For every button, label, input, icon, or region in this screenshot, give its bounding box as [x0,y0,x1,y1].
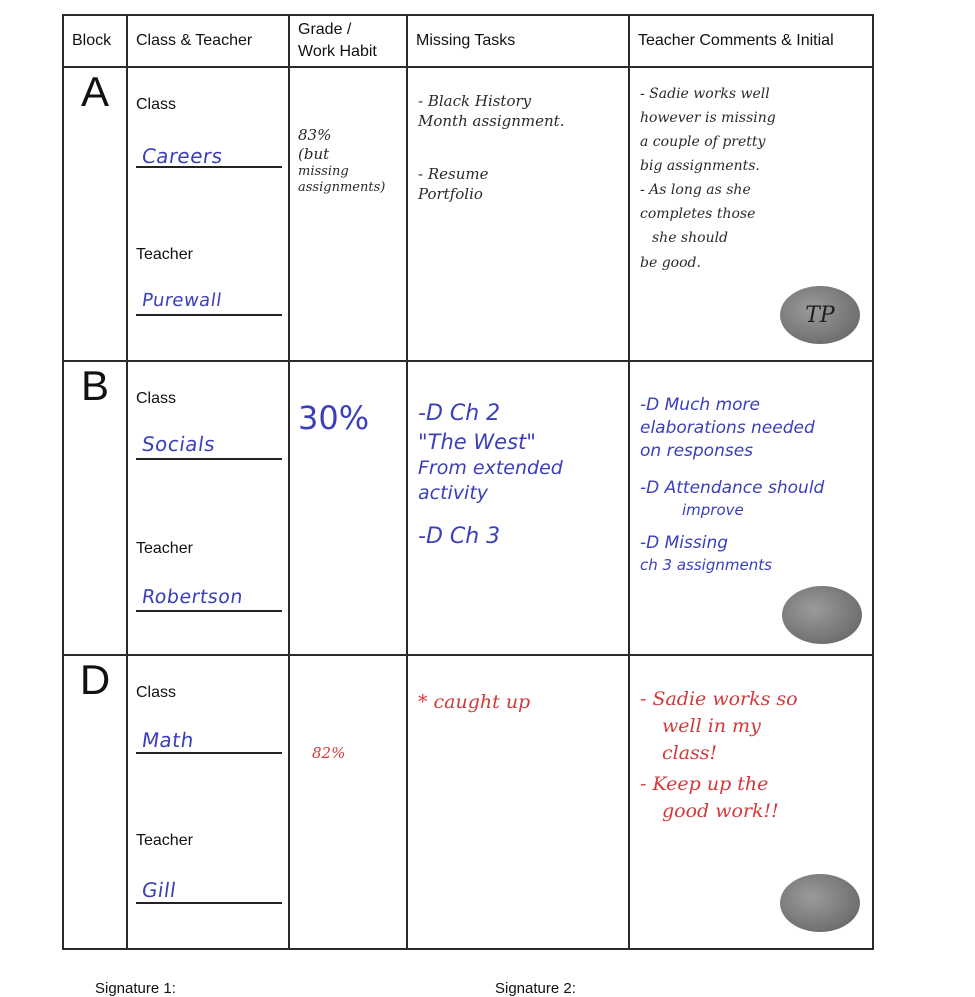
missing-line: * caught up [418,691,531,713]
comment-line: a couple of pretty [640,134,766,151]
missing-line: From extended [418,456,563,479]
missing-line: "The West" [418,429,536,454]
missing-line: - Resume [418,165,489,183]
header-block: Block [63,15,127,67]
comments-note [640,82,866,275]
table-row [63,361,873,655]
teacher-initial-stamp [782,586,862,644]
header-class-teacher: Class & Teacher [127,15,289,67]
teacher-underline [136,902,282,904]
teacher-label: Teacher [136,246,193,263]
comment-line: -D Attendance should [640,477,825,498]
grade-line: assignments) [298,179,386,195]
missing-note [418,92,622,204]
table-row [63,655,873,949]
block-letter: A [80,68,109,115]
block-cell [63,361,127,655]
class-name: Careers [140,144,225,168]
header-grade [289,15,407,67]
missing-line: Portfolio [418,184,483,203]
grade-note [312,744,400,764]
header-grade-line1: Grade / [298,21,352,38]
missing-line: -D Ch 3 [418,524,501,550]
grade-line: 30% [298,399,370,437]
comments-cell [629,655,873,949]
class-teacher-cell [127,655,289,949]
header-comments: Teacher Comments & Initial [629,15,873,67]
grade-cell [289,67,407,361]
grade-line: (but [298,144,330,163]
class-teacher-cell [127,67,289,361]
class-label: Class [136,390,177,407]
comment-line: good work!! [662,799,779,822]
comment-line: elaborations needed [640,417,815,438]
teacher-underline [136,610,282,612]
grade-line: 82% [312,744,346,762]
missing-cell [407,361,629,655]
table-row [63,67,873,361]
class-teacher-cell [127,361,289,655]
grade-line: missing [298,163,349,179]
header-row [63,15,873,67]
class-name: Math [140,728,196,752]
teacher-label: Teacher [136,832,193,849]
report-table [62,14,874,950]
class-underline [136,752,282,754]
comment-line: - Sadie works so [640,688,798,710]
class-label: Class [136,96,177,113]
teacher-name: Robertson [140,586,245,608]
block-letter: D [79,656,111,703]
comment-line: -D Missing [640,533,729,553]
grade-line: 83% [298,126,332,144]
grade-cell [289,655,407,949]
comment-line: however is missing [640,110,776,127]
header-grade-line2: Work Habit [298,43,377,60]
missing-line: - Black History [418,92,532,110]
comments-cell [629,67,873,361]
signature-1-label: Signature 1: [95,980,176,997]
comment-line: class! [662,741,718,764]
class-name: Socials [140,432,217,456]
teacher-name: Gill [140,878,178,902]
teacher-name: Purewall [140,290,224,311]
block-letter: B [80,362,109,409]
block-cell [63,67,127,361]
comment-line: ch 3 assignments [640,555,772,574]
comments-note [640,394,866,575]
missing-note [418,400,622,552]
missing-line: Month assignment. [418,111,565,130]
class-label: Class [136,684,177,701]
signature-2-label: Signature 2: [495,980,576,997]
class-underline [136,166,282,168]
comments-cell [629,361,873,655]
comment-line: -D Much more [640,395,761,415]
missing-cell [407,67,629,361]
comment-line: - Keep up the [640,772,769,795]
missing-note [418,690,622,715]
comment-line: well in my [662,714,761,737]
comment-line: completes those [640,206,756,223]
missing-line: -D Ch 2 [418,401,501,426]
comment-line: improve [682,500,744,519]
header-missing: Missing Tasks [407,15,629,67]
teacher-initial: TP [805,302,835,328]
comment-line: - As long as she [640,182,751,199]
block-cell [63,655,127,949]
comment-line: she should [652,230,729,247]
teacher-initial-stamp [780,874,860,932]
teacher-label: Teacher [136,540,193,557]
grade-note [298,398,400,440]
grade-cell [289,361,407,655]
missing-cell [407,655,629,949]
grade-note [298,126,400,196]
class-underline [136,458,282,460]
comment-line: on responses [640,440,754,461]
teacher-initial-stamp [780,286,860,344]
missing-line: activity [418,481,489,504]
comments-note [640,686,866,825]
comment-line: be good. [640,254,701,271]
teacher-underline [136,314,282,316]
comment-line: big assignments. [640,158,760,175]
comment-line: - Sadie works well [640,86,770,102]
